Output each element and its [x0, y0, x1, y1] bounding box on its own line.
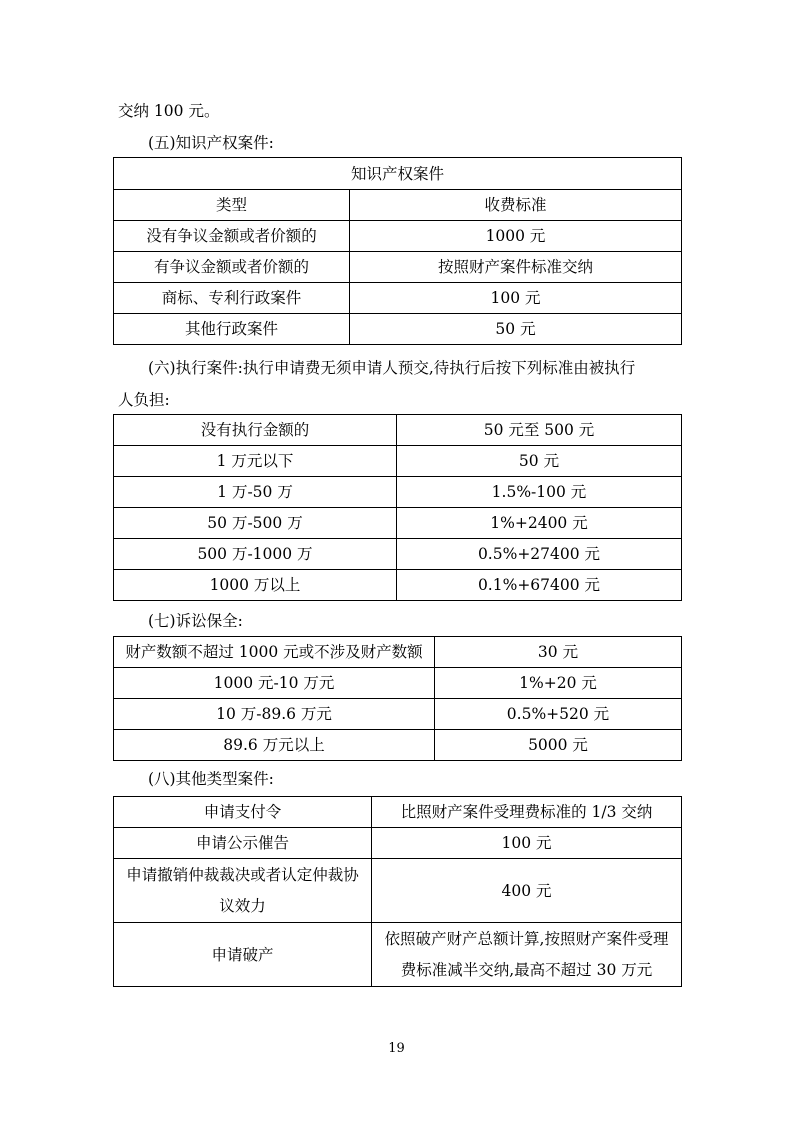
table-cell: 50 元至 500 元	[397, 415, 682, 446]
table-cell: 30 元	[435, 637, 682, 668]
table-cell: 500 万-1000 万	[114, 539, 397, 570]
table-cell: 50 万-500 万	[114, 508, 397, 539]
table-cell: 5000 元	[435, 730, 682, 761]
table-cell: 1.5%-100 元	[397, 477, 682, 508]
preservation-heading: (七)诉讼保全:	[148, 612, 243, 630]
table-cell: 比照财产案件受理费标准的 1/3 交纳	[372, 797, 682, 828]
table-cell: 按照财产案件标准交纳	[350, 252, 682, 283]
ip-table	[113, 157, 682, 345]
table-cell: 商标、专利行政案件	[114, 283, 350, 314]
table-cell: 0.5%+27400 元	[397, 539, 682, 570]
ip-header-type: 类型	[114, 190, 350, 221]
table-cell: 1%+20 元	[435, 668, 682, 699]
ip-heading: (五)知识产权案件:	[148, 134, 274, 152]
execution-table	[113, 414, 682, 601]
page-number: 19	[388, 1041, 405, 1056]
table-cell: 申请公示催告	[114, 828, 372, 859]
table-cell: 其他行政案件	[114, 314, 350, 345]
execution-heading-line2: 人负担:	[118, 391, 170, 409]
table-cell: 1000 万以上	[114, 570, 397, 601]
ip-header-fee: 收费标准	[350, 190, 682, 221]
table-cell: 申请支付令	[114, 797, 372, 828]
table-cell: 1000 元-10 万元	[114, 668, 435, 699]
other-heading: (八)其他类型案件:	[148, 770, 274, 788]
table-cell: 1%+2400 元	[397, 508, 682, 539]
intro-line: 交纳 100 元。	[118, 102, 220, 120]
table-cell: 依照破产财产总额计算,按照财产案件受理费标准减半交纳,最高不超过 30 万元	[372, 923, 682, 987]
table-cell: 没有争议金额或者价额的	[114, 221, 350, 252]
table-cell: 有争议金额或者价额的	[114, 252, 350, 283]
table-cell: 89.6 万元以上	[114, 730, 435, 761]
table-cell: 100 元	[350, 283, 682, 314]
table-cell: 400 元	[372, 859, 682, 923]
execution-heading-line1: (六)执行案件:执行申请费无须申请人预交,待执行后按下列标准由被执行	[148, 359, 636, 377]
other-table	[113, 796, 682, 987]
preservation-table	[113, 636, 682, 761]
table-cell: 1000 元	[350, 221, 682, 252]
ip-table-title: 知识产权案件	[114, 158, 682, 190]
table-cell: 10 万-89.6 万元	[114, 699, 435, 730]
table-cell: 50 元	[397, 446, 682, 477]
table-cell: 1 万元以下	[114, 446, 397, 477]
table-cell: 0.5%+520 元	[435, 699, 682, 730]
table-cell: 申请撤销仲裁裁决或者认定仲裁协议效力	[114, 859, 372, 923]
table-cell: 财产数额不超过 1000 元或不涉及财产数额	[114, 637, 435, 668]
table-cell: 0.1%+67400 元	[397, 570, 682, 601]
table-cell: 50 元	[350, 314, 682, 345]
table-cell: 1 万-50 万	[114, 477, 397, 508]
table-cell: 申请破产	[114, 923, 372, 987]
table-cell: 100 元	[372, 828, 682, 859]
table-cell: 没有执行金额的	[114, 415, 397, 446]
